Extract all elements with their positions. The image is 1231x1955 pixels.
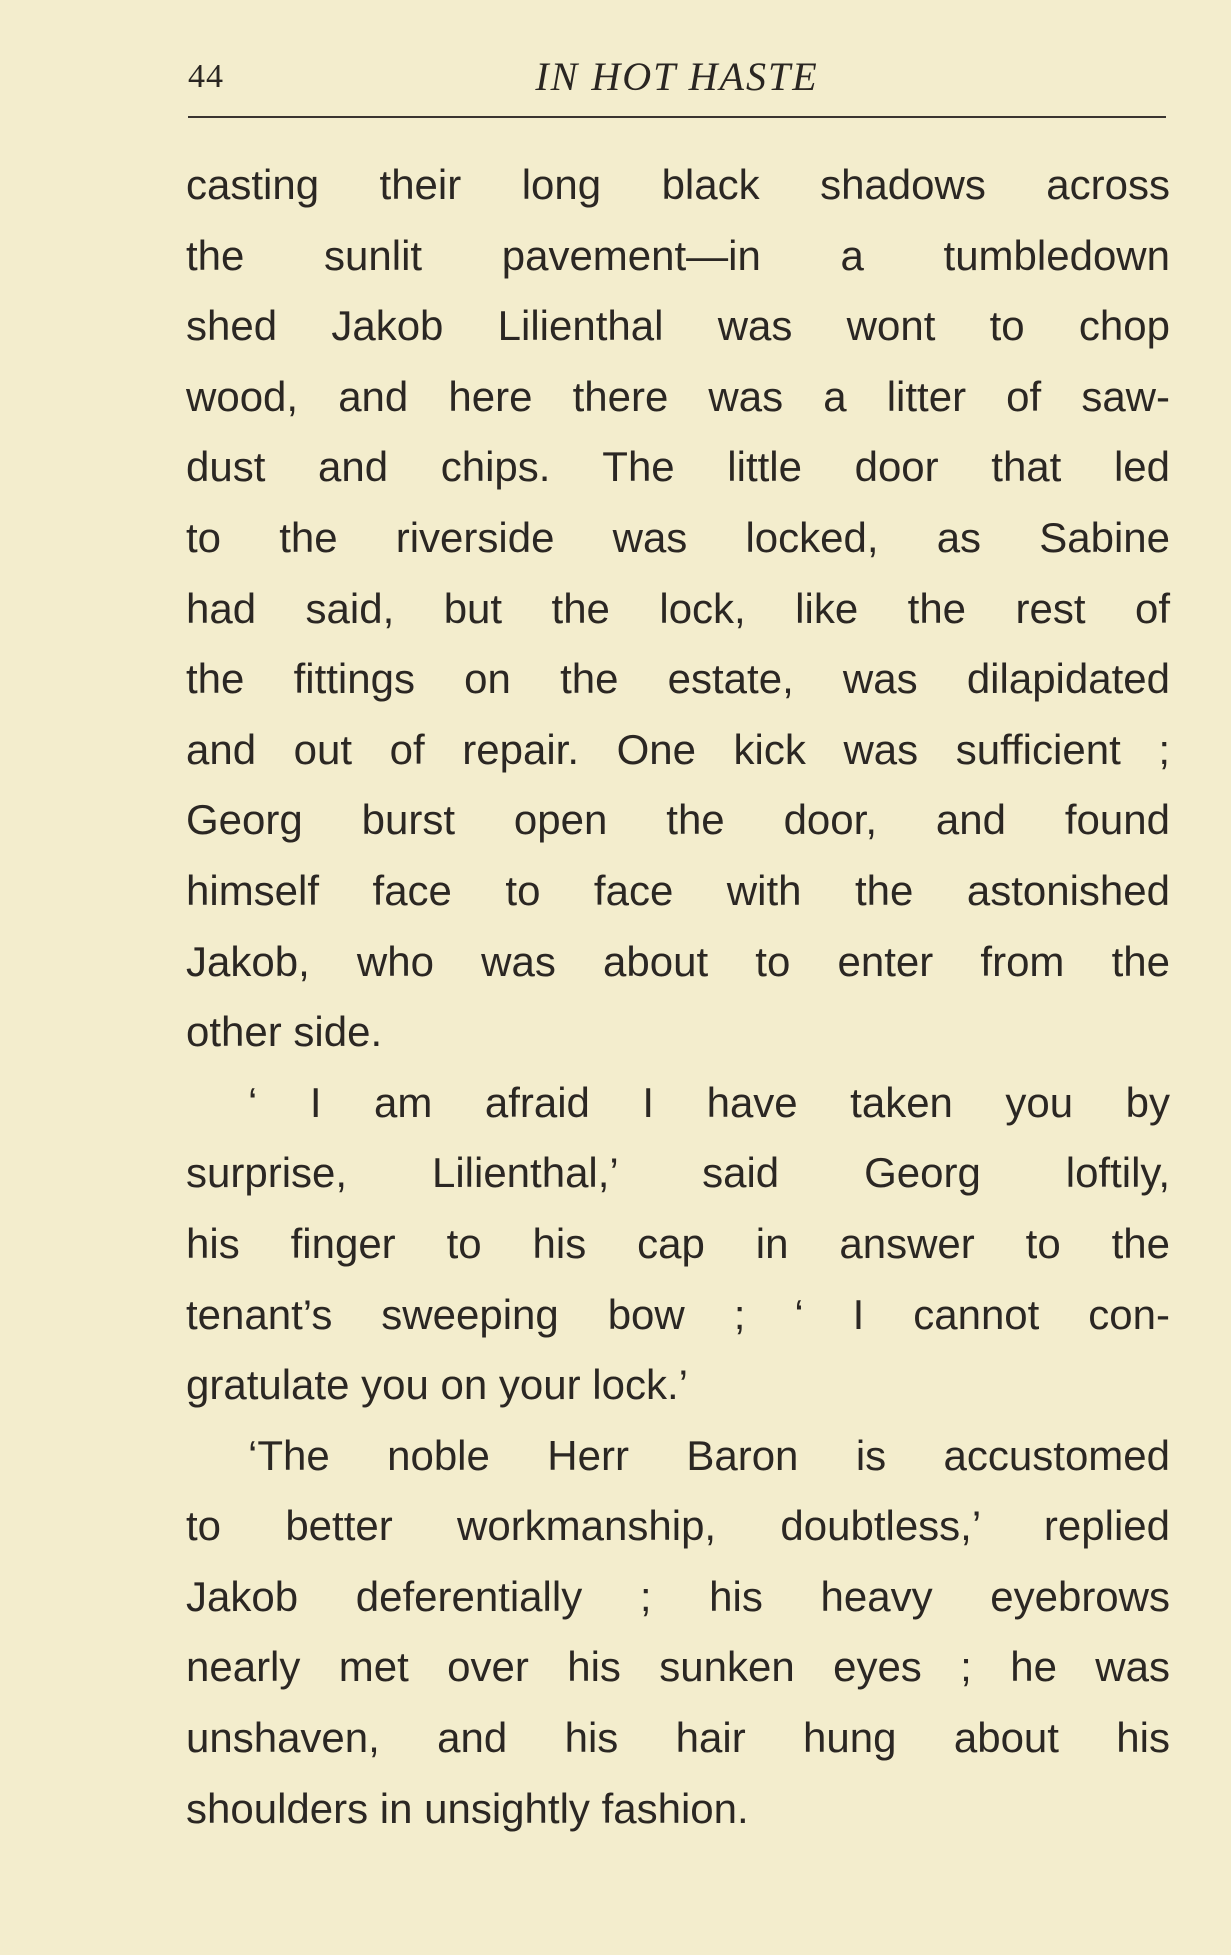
page-header	[188, 52, 1166, 112]
text-line: other side.	[186, 1008, 383, 1056]
text-line: the fittings on the estate, was dilapidated	[186, 655, 1170, 703]
text-line: shoulders in unsightly fashion.	[186, 1784, 749, 1832]
text-line: dust and chips. The little door that led	[186, 443, 1170, 491]
text-line: Georg burst open the door, and found	[186, 796, 1170, 844]
text-line: surprise, Lilienthal,’ said Georg loftily,	[186, 1149, 1170, 1197]
text-line: and out of repair. One kick was sufficient ;	[186, 725, 1170, 773]
running-title: IN HOT HASTE	[535, 54, 819, 99]
text-line: to better workmanship, doubtless,’ replied	[186, 1502, 1170, 1550]
header-rule	[188, 116, 1166, 118]
text-line: casting their long black shadows across	[186, 161, 1170, 208]
text-line: unshaven, and his hair hung about his	[186, 1714, 1170, 1762]
page-number: 44	[188, 58, 224, 95]
body-text	[186, 150, 1170, 1844]
text-line: the sunlit pavement—in a tumbledown	[186, 231, 1170, 279]
text-line: ‘ I am afraid I have taken you by	[248, 1078, 1170, 1126]
text-line: Jakob, who was about to enter from the	[186, 937, 1170, 985]
text-line: tenant’s sweeping bow ; ‘ I cannot con-	[186, 1290, 1170, 1338]
text-line: had said, but the lock, like the rest of	[186, 584, 1170, 632]
text-line: wood, and here there was a litter of saw-	[186, 372, 1170, 420]
text-line: himself face to face with the astonished	[186, 866, 1170, 914]
text-line: Jakob deferentially ; his heavy eyebrows	[186, 1572, 1170, 1620]
text-line: ‘The noble Herr Baron is accustomed	[248, 1431, 1170, 1479]
text-line: to the riverside was locked, as Sabine	[186, 513, 1170, 561]
text-line: shed Jakob Lilienthal was wont to chop	[186, 302, 1170, 350]
text-line: nearly met over his sunken eyes ; he was	[186, 1643, 1170, 1691]
text-line: gratulate you on your lock.’	[186, 1361, 688, 1409]
text-line: his finger to his cap in answer to the	[186, 1219, 1170, 1267]
